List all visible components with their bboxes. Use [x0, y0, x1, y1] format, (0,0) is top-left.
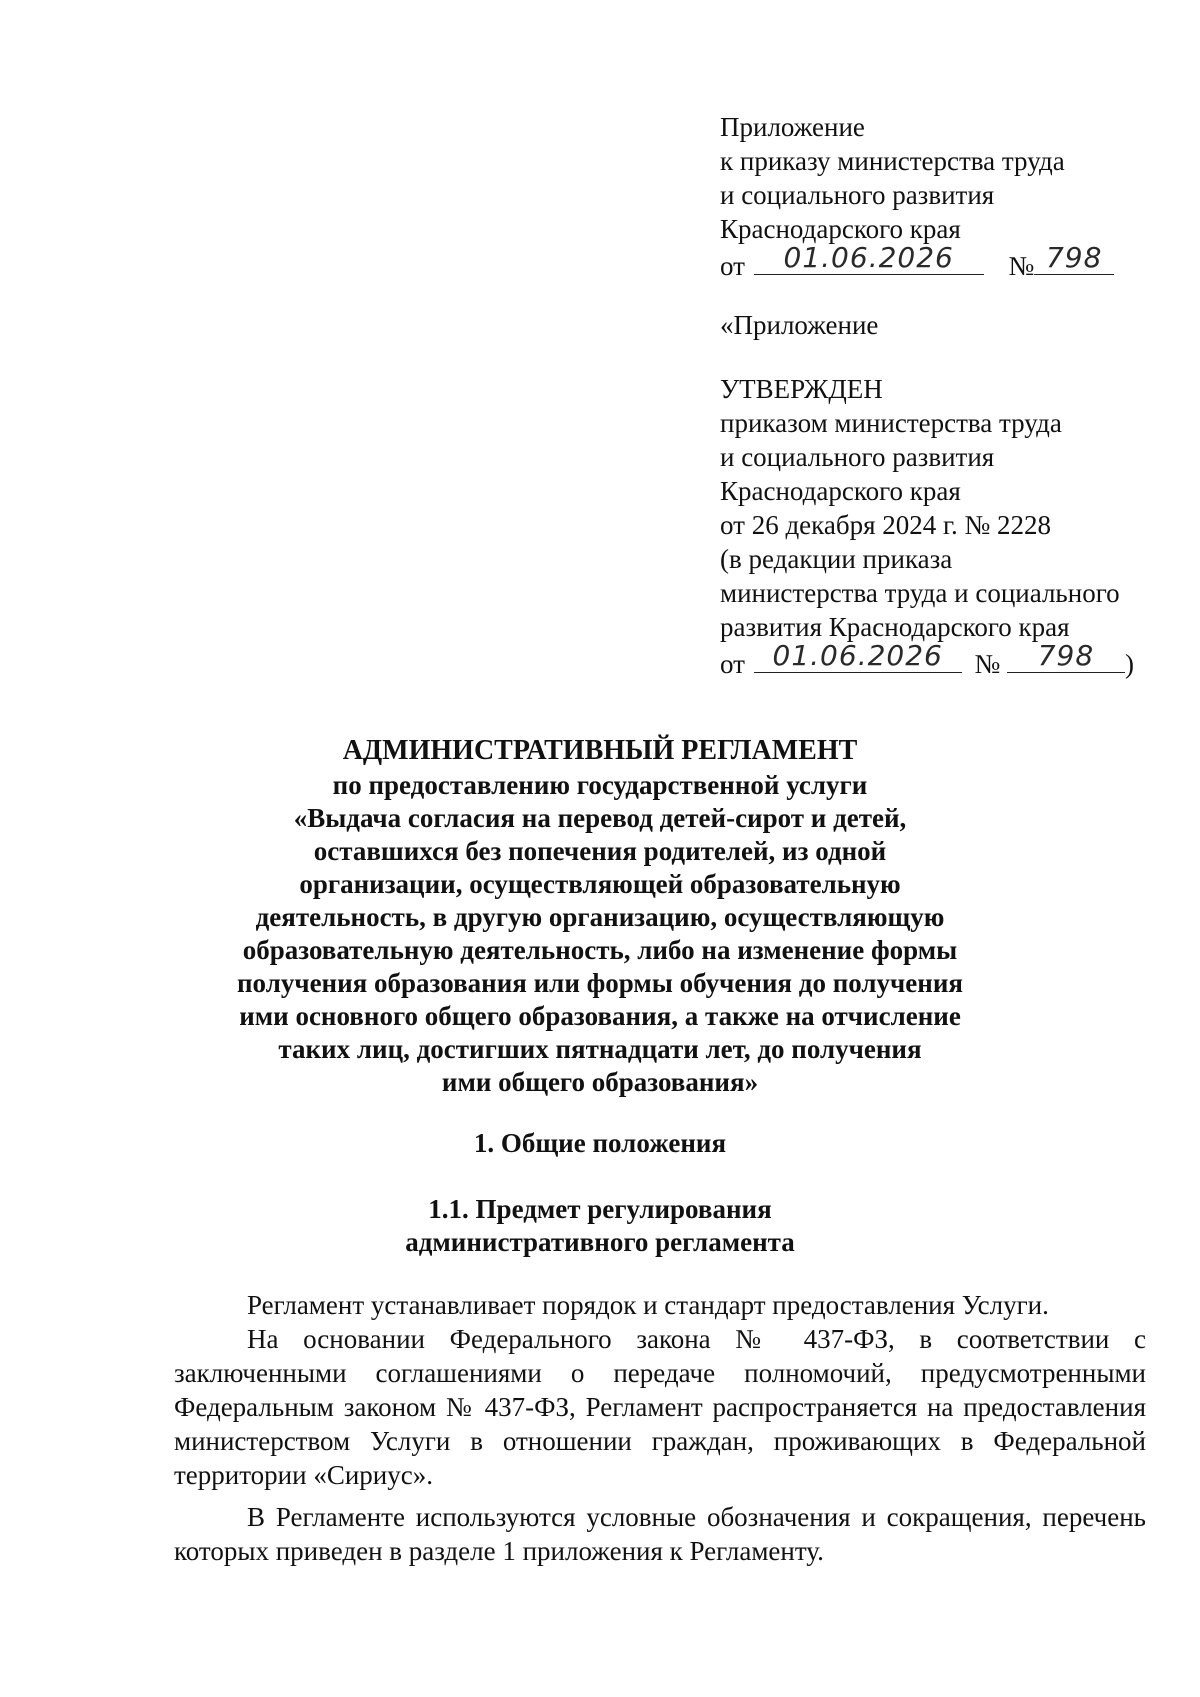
number-prefix: № [1008, 251, 1035, 281]
handwritten-number: 798 [1037, 639, 1095, 672]
paragraph: Регламент устанавливает порядок и стандарт предоставления Услуги. [247, 1290, 1049, 1320]
subsection-heading [150, 1193, 1050, 1259]
title-line: получения образования или формы обучения до получения [237, 968, 963, 998]
approved-line: от 26 декабря 2024 г. № 2228 [720, 510, 1052, 540]
handwritten-date-field [754, 241, 984, 275]
subsection-heading-line: административного регламента [405, 1227, 795, 1257]
approved-line: Краснодарского края [720, 476, 961, 506]
closing-parenthesis: ) [1124, 649, 1134, 679]
handwritten-date: 01.06.2026 [772, 639, 943, 672]
body-text [174, 1288, 1146, 1568]
handwritten-number-field [1034, 241, 1114, 275]
paragraph: В Регламенте используются условные обозначения и сокращения, перечень которых приведен в разделе 1 приложения к Регламенту. [174, 1502, 1146, 1566]
number-prefix: № [974, 649, 1001, 679]
regulation-title [150, 733, 1050, 1099]
title-line: оставшихся без попечения родителей, из одной [313, 836, 887, 866]
appendix-line: Краснодарского края [720, 214, 961, 244]
handwritten-number: 798 [1045, 241, 1103, 274]
title-line: ими общего образования» [441, 1067, 759, 1097]
paragraph: На основании Федерального закона № 437-ФЗ, в соответствии с заключенными соглашениями о передаче полномочий, предусмотренными Федеральным законом № 437-ФЗ, Регламент распространяется на предоставления министерством Услуги в отношении граждан, проживающих в Федеральной территории «Сириус». [174, 1324, 1146, 1490]
section-heading: 1. Общие положения [473, 1128, 727, 1158]
appendix-date-number-line [720, 241, 1180, 281]
date-prefix: от [720, 251, 745, 281]
appendix-title: Приложение [720, 112, 865, 142]
title-line: по предоставлению государственной услуги [332, 770, 868, 800]
inner-appendix-header [720, 308, 1180, 342]
title-line: деятельность, в другую организацию, осуществляющую [255, 902, 945, 932]
title-line: образовательную деятельность, либо на изменение формы [242, 935, 958, 965]
document-title: АДМИНИСТРАТИВНЫЙ РЕГЛАМЕНТ [342, 735, 858, 766]
title-line: организации, осуществляющей образовательную [299, 869, 901, 899]
title-line: «Выдача согласия на перевод детей-сирот и детей, [293, 803, 907, 833]
approved-line: и социального развития [720, 442, 995, 472]
approved-line: приказом министерства труда [720, 408, 1062, 438]
handwritten-number-field [1007, 639, 1125, 673]
approved-line: (в редакции приказа [720, 544, 953, 574]
approved-block [720, 372, 1180, 678]
title-line: ими основного общего образования, а также на отчисление [239, 1001, 961, 1031]
inner-appendix-title: «Приложение [720, 310, 879, 340]
appendix-line: и социального развития [720, 180, 995, 210]
approved-date-number-line [720, 639, 1180, 679]
title-line: таких лиц, достигших пятнадцати лет, до получения [278, 1034, 922, 1064]
subsection-heading-line: 1.1. Предмет регулирования [428, 1194, 772, 1224]
handwritten-date-field [754, 639, 962, 673]
approved-line: развития Краснодарского края [720, 612, 1070, 642]
approved-title: УТВЕРЖДЕН [720, 374, 883, 404]
appendix-line: к приказу министерства труда [720, 146, 1065, 176]
handwritten-date: 01.06.2026 [783, 241, 954, 274]
approved-line: министерства труда и социального [720, 578, 1120, 608]
date-prefix: от [720, 649, 745, 679]
appendix-header [720, 110, 1180, 280]
